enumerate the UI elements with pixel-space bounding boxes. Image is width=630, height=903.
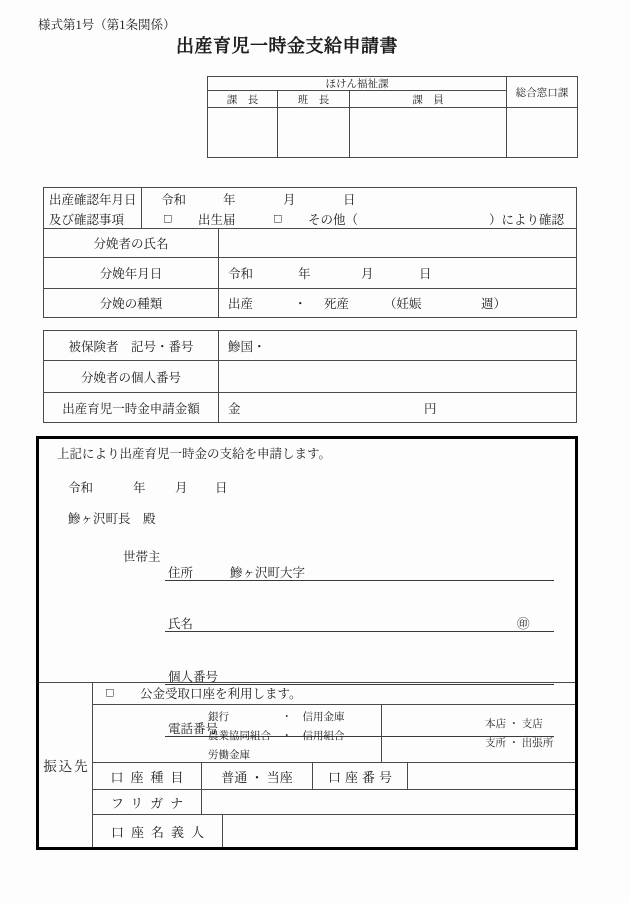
bank-option-line1: 銀行 ・ 信用金庫 — [208, 712, 345, 723]
seal-mark: ㊞ — [517, 616, 530, 631]
other-option: その他（ — [308, 212, 359, 227]
name-label: 氏名 — [168, 616, 194, 631]
addressee: 鰺ヶ沢町長 殿 — [68, 512, 156, 526]
confirmation-label — [44, 188, 142, 228]
account-type-label — [93, 763, 202, 789]
transfer-section-label: 振込先 — [39, 682, 93, 847]
amount-prefix: 金 — [228, 401, 241, 416]
stamp-blank-cell — [208, 108, 278, 157]
year-label: 年 — [223, 193, 236, 207]
confirmation-row — [44, 188, 576, 229]
day-label: 日 — [343, 193, 356, 207]
account-number-label-text: 口座番号 — [327, 769, 396, 785]
day-label: 日 — [419, 267, 432, 281]
mother-name-row — [44, 229, 576, 258]
amount-label: 出産育児一時金申請金額 — [44, 393, 219, 422]
delivery-date-row — [44, 258, 576, 289]
amount-row — [44, 393, 576, 422]
confirmation-value — [142, 188, 576, 228]
insured-number-prefix: 鰺国・ — [228, 339, 266, 354]
delivery-date-value — [219, 258, 576, 288]
era-label: 令和 — [68, 481, 94, 495]
mother-name-value — [219, 229, 576, 257]
branch-option-line1: 本店 ・ 支店 — [485, 718, 543, 730]
mynumber-label: 個人番号 — [168, 669, 219, 684]
delivery-date-label: 分娩年月日 — [44, 258, 219, 288]
stamp-col-staff: 課 員 — [350, 91, 507, 108]
address-value: 鰺ヶ沢町大字 — [230, 565, 306, 580]
month-label: 月 — [361, 267, 374, 281]
type-dot: ・ — [294, 297, 307, 311]
bank-option-line3: 労働金庫 — [208, 750, 250, 761]
type-week: 週） — [481, 297, 507, 311]
application-date-line — [39, 477, 339, 497]
stamp-blank-cell — [278, 108, 350, 157]
name-field — [165, 614, 554, 632]
stamp-col-team-leader: 班 長 — [278, 91, 350, 108]
phone-label: 電話番号 — [168, 721, 219, 736]
bank-row — [93, 705, 575, 763]
month-label: 月 — [175, 481, 188, 495]
address-field — [165, 563, 554, 581]
insured-number-label: 被保険者 記号・番号 — [44, 331, 219, 360]
account-number-label — [313, 763, 408, 789]
stamp-dept-header: ほけん福祉課 — [208, 77, 507, 91]
furigana-label-text: フリガナ — [110, 795, 191, 811]
year-label: 年 — [298, 267, 311, 281]
form-title: 出産育児一時金支給申請書 — [176, 36, 398, 56]
birth-report-option: 出生届 — [198, 212, 236, 227]
approval-stamp-table — [207, 76, 578, 158]
account-holder-row — [93, 815, 575, 847]
stamp-side-dept-header: 総合窓口課 — [507, 77, 577, 108]
account-number-value — [408, 763, 575, 789]
delivery-type-label: 分娩の種類 — [44, 289, 219, 317]
amount-suffix: 円 — [424, 401, 437, 416]
mother-name-label: 分娩者の氏名 — [44, 229, 219, 257]
branch-type-cell — [382, 705, 575, 762]
insured-info-table — [43, 330, 577, 423]
era-label: 令和 — [161, 193, 187, 207]
delivery-info-table — [43, 187, 577, 318]
stamp-col-section-chief: 課 長 — [208, 91, 278, 108]
account-holder-label — [93, 815, 223, 847]
mother-mynumber-label: 分娩者の個人番号 — [44, 361, 219, 392]
furigana-label — [93, 790, 202, 814]
mother-mynumber-row — [44, 361, 576, 393]
insured-number-value — [219, 331, 576, 360]
birth-report-checkbox: □ — [164, 211, 172, 225]
account-type-label-text: 口座種目 — [110, 769, 191, 785]
account-holder-value — [223, 815, 575, 847]
transfer-table — [93, 682, 575, 847]
account-holder-label-text: 口座名義人 — [110, 824, 211, 840]
branch-option-line2: 支所 ・ 出張所 — [485, 737, 554, 749]
amount-value — [219, 393, 576, 422]
public-account-checkbox: □ — [106, 685, 114, 700]
stamp-blank-cell — [507, 108, 577, 157]
public-account-row — [93, 682, 575, 705]
delivery-type-value — [219, 289, 576, 317]
insured-number-row — [44, 331, 576, 361]
application-box — [36, 436, 578, 850]
confirmation-label-line1: 出産確認年月日 — [49, 193, 137, 207]
application-statement: 上記により出産育児一時金の支給を申請します。 — [57, 447, 332, 461]
era-label: 令和 — [228, 267, 254, 281]
mother-mynumber-value — [219, 361, 576, 392]
householder-label: 世帯主 — [123, 550, 161, 564]
public-account-text: 公金受取口座を利用します。 — [140, 687, 302, 701]
form-number: 様式第1号（第1条関係） — [38, 18, 176, 32]
confirmation-check-line — [142, 209, 576, 228]
bank-type-cell — [93, 705, 382, 762]
year-label: 年 — [133, 481, 146, 495]
furigana-value — [202, 790, 575, 814]
type-birth: 出産 — [228, 297, 254, 311]
confirm-suffix: ）により確認 — [489, 212, 565, 227]
type-stillbirth: 死産 — [324, 297, 350, 311]
address-label: 住所 — [168, 565, 194, 580]
type-pregnancy: （妊娠 — [384, 297, 422, 311]
account-type-options: 普通 ・ 当座 — [202, 763, 313, 789]
other-checkbox: □ — [274, 211, 282, 225]
confirmation-date-line — [142, 189, 576, 209]
furigana-row — [93, 790, 575, 815]
bank-option-line2: 農業協同組合 ・ 信用組合 — [208, 731, 345, 742]
delivery-type-row — [44, 289, 576, 317]
month-label: 月 — [283, 193, 296, 207]
account-type-row — [93, 763, 575, 790]
confirmation-label-line2: 及び確認事項 — [49, 212, 125, 227]
day-label: 日 — [215, 481, 228, 495]
stamp-blank-cell — [350, 108, 507, 157]
